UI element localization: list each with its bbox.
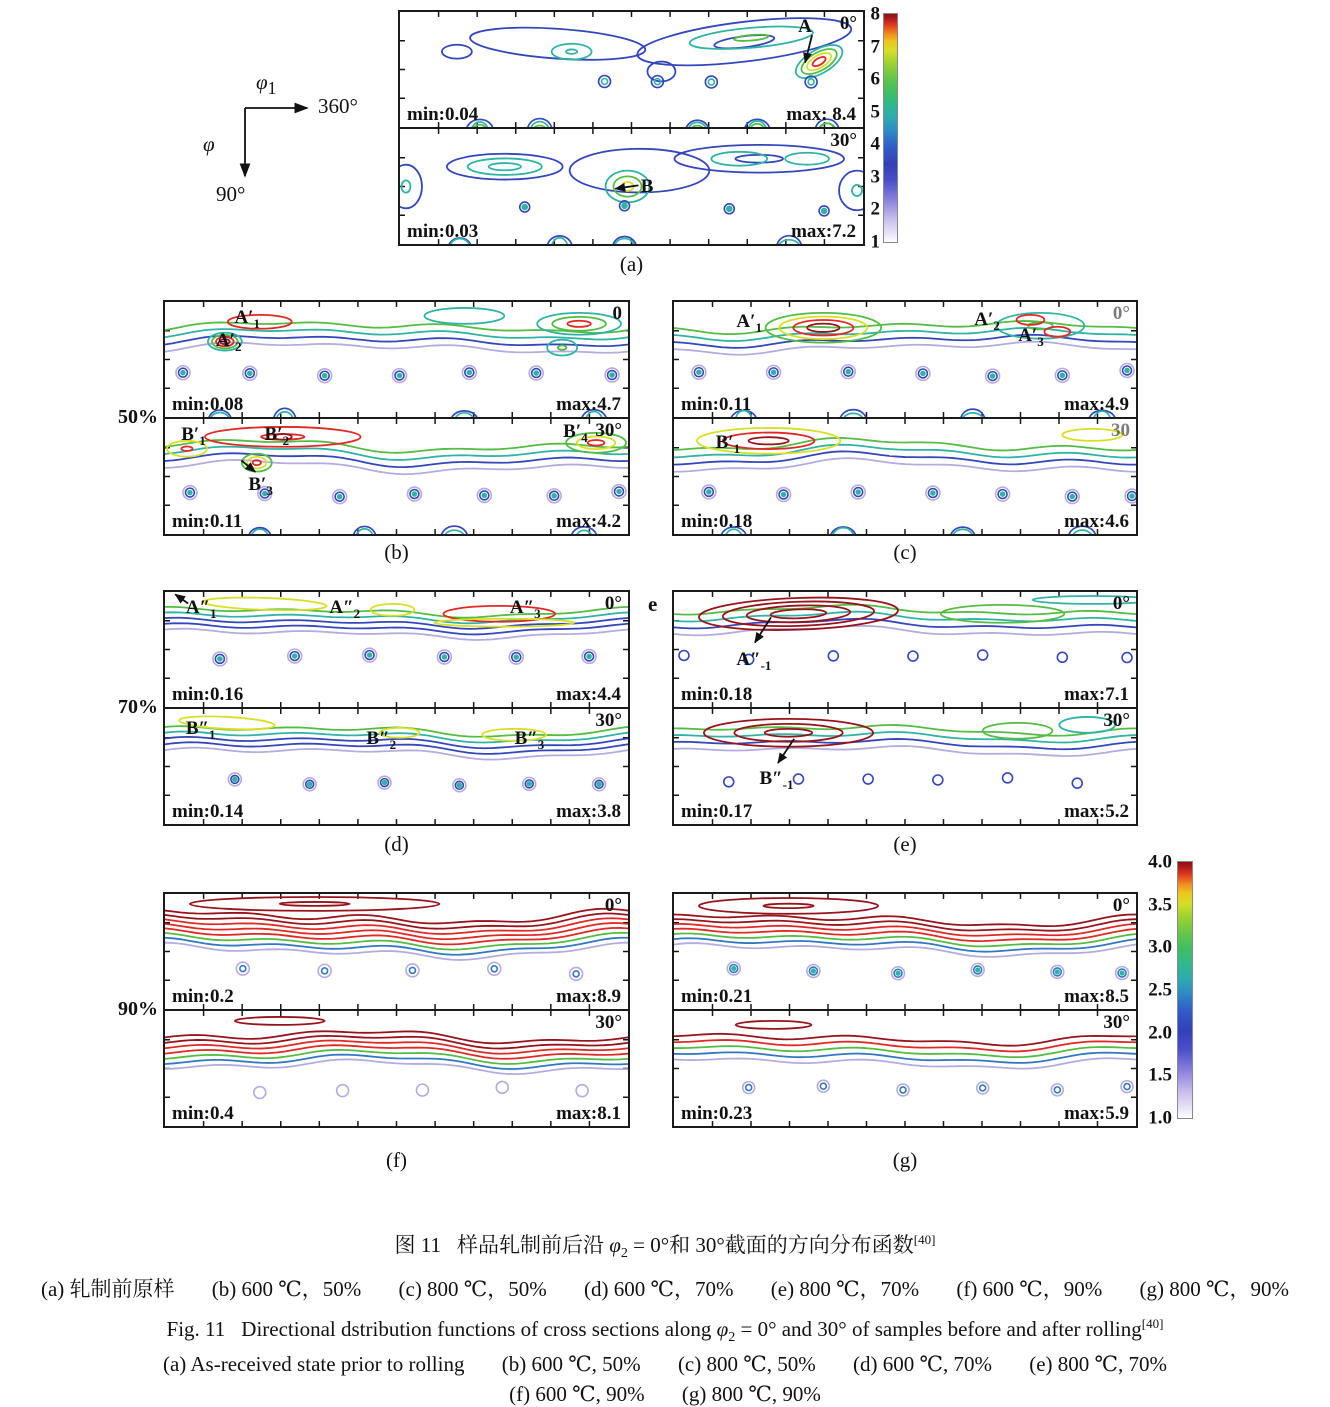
peak-label: $B'_2$ [264,423,290,448]
caption-en-text2: = 0° and 30° of samples before and after rolling [735,1317,1142,1341]
subplot-f-phi2-30 [163,1009,630,1128]
caption-cn-items [0,1276,1330,1302]
subplot-c-phi2-30 [672,417,1138,536]
max-value-label: max:8.5 [1064,986,1129,1007]
min-value-label: min:0.14 [172,801,244,822]
min-value-label: min:0.16 [172,684,244,705]
axis-360-label: 360° [318,94,358,118]
panel-b [163,300,630,536]
colorbar-tick: 2 [870,198,880,220]
phi2-angle-label: 0° [1112,593,1130,614]
subplot-a-phi2-0 [398,10,865,129]
colorbar-fg [1130,851,1194,1129]
min-value-label: min:0.11 [681,394,752,415]
peak-label: $B'_3$ [248,474,273,499]
caption-cn-text2: = 0°和 30°截面的方向分布函数 [627,1233,914,1257]
phi2-angle-label: 0° [1112,895,1130,916]
caption-en-text: Directional dstribution functions of cross sections along [241,1317,717,1341]
colorbar-tick: 4.0 [1148,851,1172,873]
subplot-e-phi2-30 [672,707,1138,826]
panel-c [672,300,1138,536]
caption-item: (e) 800 ℃，70% [770,1277,920,1301]
caption-item: (d) 600 ℃，70% [584,1277,734,1301]
caption-item: (f) 600 ℃, 90% [509,1382,645,1406]
phi2-angle-label: 0 [612,303,622,324]
peak-label: $A'_2$ [974,309,1000,333]
phi2-angle-label: 0° [604,593,622,614]
caption-item: (g) 800 ℃，90% [1139,1277,1290,1301]
caption-item: (e) 800 ℃, 70% [1029,1352,1168,1376]
colorbar-tick: 3 [870,166,880,188]
max-value-label: max:4.7 [556,394,621,415]
caption-item: (d) 600 ℃, 70% [852,1352,992,1376]
phi2-subscript: 2 [728,1330,736,1346]
caption-en-items-1 [0,1351,1330,1377]
colorbar-tick: 7 [870,36,880,58]
phi2-angle-label: 0° [604,895,622,916]
subplot-g-phi2-0 [672,892,1138,1011]
phi2-angle-label: 30 [1111,420,1130,441]
panel-letter-f: (f) [386,1148,407,1172]
stray-e-letter: e [648,592,658,616]
panel-letter-a: (a) [619,252,644,276]
peak-label: $B''_2$ [366,727,397,752]
min-value-label: min:0.04 [407,104,479,125]
peak-label: B [640,176,654,198]
caption-en-items-2 [0,1381,1330,1407]
min-value-label: min:0.03 [407,221,479,242]
colorbar-tick: 5 [870,101,880,123]
phi2-angle-label: 30° [595,1012,622,1033]
phi2-angle-label: 0° [1112,303,1130,324]
caption-item: (b) 600 ℃，50% [211,1277,362,1301]
min-value-label: min:0.11 [172,511,243,532]
subplot-c-phi2-0 [672,300,1138,419]
peak-label: $A'_2$ [215,329,242,354]
subplot-a-phi2-30 [398,127,865,246]
panel-letter-b: (b) [384,540,409,564]
panel-f [163,892,630,1128]
peak-label: $B'_4$ [563,421,588,446]
max-value-label: max:4.4 [556,684,621,705]
peak-label: $A'_1$ [234,306,261,331]
panel-letter-c: (c) [893,540,917,564]
caption-en-ref: [40] [1141,1316,1164,1331]
peak-label: $B''_3$ [514,727,545,752]
min-value-label: min:0.18 [681,684,753,705]
phi2-angle-label: 30° [595,710,622,731]
peak-label: $B'_1$ [181,423,206,448]
panel-letter-e: (e) [893,832,917,856]
subplot-f-phi2-0 [163,892,630,1011]
max-value-label: max:4.9 [1064,394,1129,415]
phi-axis-label: φ [203,132,215,156]
colorbar-tick: 3.0 [1148,936,1172,958]
phi2-subscript: 2 [620,1246,628,1262]
panel-e [672,590,1138,826]
subplot-e-phi2-0 [672,590,1138,709]
colorbar-tick: 8 [870,3,880,25]
caption-item: (a) 轧制前原样 [40,1277,175,1301]
peak-label: $B''_1$ [185,718,216,743]
panel-g [672,892,1138,1128]
panel-a [398,10,865,246]
row-label-50: 50% [118,406,158,428]
max-value-label: max:7.2 [791,221,856,242]
axis-90-label: 90° [216,182,246,206]
caption-cn-title [0,1232,1330,1263]
caption-cn-ref: [40] [913,1232,936,1247]
min-value-label: min:0.08 [172,394,244,415]
colorbar-tick: 4 [870,133,880,155]
subplot-b-phi2-30 [163,417,630,536]
caption-item: (c) 800 ℃，50% [398,1277,547,1301]
max-value-label: max:5.9 [1064,1103,1129,1124]
min-value-label: min:0.23 [681,1103,753,1124]
caption-en-fig: Fig. 11 [166,1317,226,1341]
panel-d [163,590,630,826]
phi2-angle-label: 30° [595,420,622,441]
caption-en-title [0,1316,1330,1347]
max-value-label: max: 8.4 [786,104,856,125]
min-value-label: min:0.21 [681,986,753,1007]
colorbar-tick: 2.0 [1148,1022,1172,1044]
phi2-symbol: φ [716,1317,729,1341]
peak-label: $A''_2$ [329,596,361,621]
subplot-d-phi2-0 [163,590,630,709]
caption-cn-text: 样品轧制前后沿 [457,1233,610,1257]
peak-label: $A''_{-1}$ [736,648,772,673]
min-value-label: min:0.2 [172,986,234,1007]
peak-label: $B'_1$ [715,431,741,456]
max-value-label: max:5.2 [1064,801,1129,822]
colorbar-a-gradient [884,14,897,242]
colorbar-a [854,3,902,253]
peak-label: $A''_1$ [185,596,217,621]
colorbar-tick: 2.5 [1148,979,1172,1001]
subplot-d-phi2-30 [163,707,630,826]
peak-label: A [798,15,812,37]
phi2-symbol: φ [609,1233,621,1257]
colorbar-tick: 3.5 [1148,894,1172,916]
phi2-angle-label: 0° [839,13,857,34]
colorbar-tick: 6 [870,68,880,90]
peak-label: $B''_{-1}$ [759,767,794,792]
caption-cn-fig: 图 11 [394,1233,442,1257]
subplot-b-phi2-0 [163,300,630,419]
colorbar-fg-gradient [1178,862,1192,1118]
min-value-label: min:0.18 [681,511,753,532]
max-value-label: max:8.1 [556,1103,621,1124]
caption-item: (c) 800 ℃, 50% [677,1352,816,1376]
phi2-angle-label: 30° [1103,710,1130,731]
colorbar-tick: 1 [870,231,880,253]
peak-label: $A'_3$ [1018,325,1044,349]
row-label-90: 90% [118,998,158,1020]
colorbar-tick: 1.5 [1148,1064,1172,1086]
max-value-label: max:4.2 [556,511,621,532]
caption-item: (g) 800 ℃, 90% [681,1382,821,1406]
peak-label: $A''_3$ [509,596,541,621]
max-value-label: max:8.9 [556,986,621,1007]
min-value-label: min:0.4 [172,1103,234,1124]
caption-item: (b) 600 ℃, 50% [501,1352,641,1376]
max-value-label: max:3.8 [556,801,621,822]
caption-item: (a) As-received state prior to rolling [162,1352,465,1376]
subplot-g-phi2-30 [672,1009,1138,1128]
min-value-label: min:0.17 [681,801,753,822]
row-label-70: 70% [118,696,158,718]
phi2-angle-label: 30° [830,130,857,151]
peak-label: $A'_1$ [736,311,762,336]
max-value-label: max:7.1 [1064,684,1129,705]
caption-item: (f) 600 ℃，90% [956,1277,1103,1301]
panel-letter-g: (g) [892,1148,918,1172]
max-value-label: max:4.6 [1064,511,1129,532]
phi2-angle-label: 30° [1103,1012,1130,1033]
panel-letter-d: (d) [384,832,409,856]
phi1-axis-label: $\varphi_1$ [256,70,277,99]
colorbar-tick: 1.0 [1148,1107,1172,1129]
